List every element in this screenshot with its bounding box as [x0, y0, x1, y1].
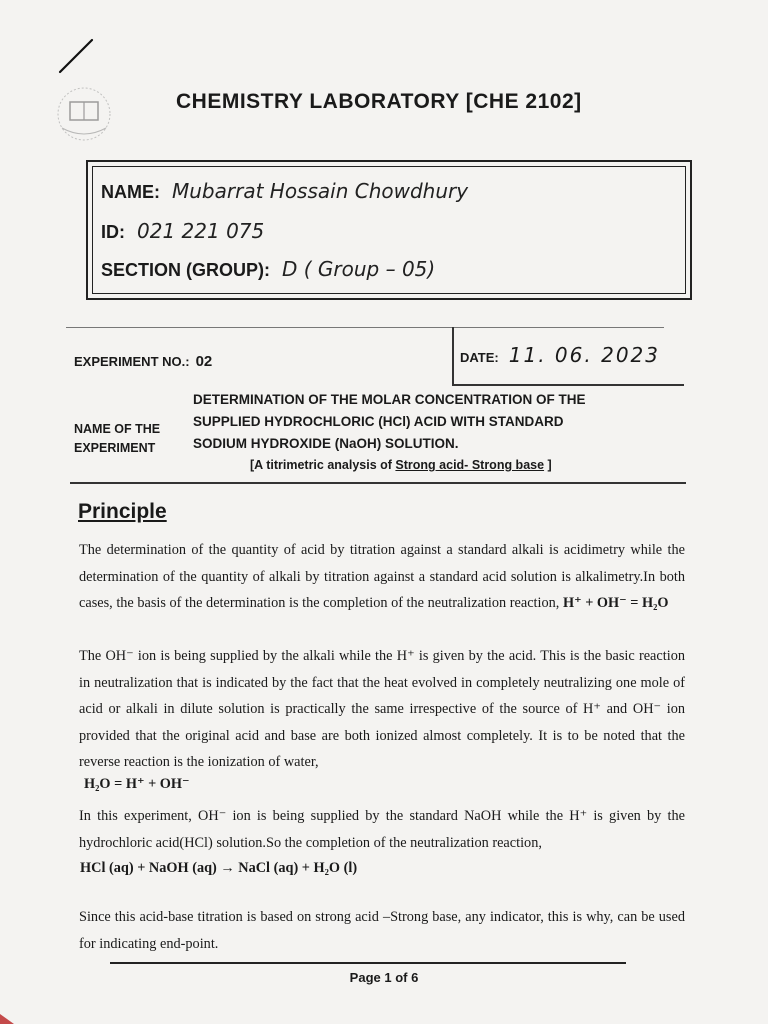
id-row — [101, 219, 264, 243]
section-label: SECTION (GROUP): — [101, 260, 270, 280]
id-value: 021 221 075 — [137, 219, 265, 243]
name-label: NAME: — [101, 182, 160, 202]
name-row — [101, 179, 468, 203]
experiment-name-label-line2: EXPERIMENT — [74, 441, 156, 455]
section-row — [101, 257, 435, 281]
experiment-subtitle-suffix: ] — [544, 458, 552, 472]
experiment-name-label-line1: NAME OF THE — [74, 422, 161, 436]
date-field — [460, 343, 660, 367]
principle-paragraph-1 — [79, 537, 685, 617]
name-value: Mubarrat Hossain Chowdhury — [172, 179, 469, 203]
experiment-number — [74, 353, 212, 370]
date-label: DATE: — [460, 350, 499, 365]
principle-equation-neutralization: H⁺ + OH⁻ = H₂O — [562, 595, 669, 611]
divider-top — [66, 327, 664, 328]
page-title: CHEMISTRY LABORATORY [CHE 2102] — [176, 90, 582, 113]
experiment-name — [193, 389, 683, 455]
experiment-name-line3: SODIUM HYDROXIDE (NaOH) SOLUTION. — [193, 436, 459, 451]
student-info-box — [86, 160, 692, 300]
divider-date-bottom — [452, 384, 684, 386]
footer-divider — [110, 962, 626, 964]
page-corner-mark — [0, 1008, 18, 1024]
experiment-number-label: EXPERIMENT NO.: — [74, 354, 190, 369]
principle-paragraph-1-text: The determination of the quantity of acid by titration against a standard alkali is acidimetry while the determination of the quantity of alkali by titration against a standard acid solution is alkalimetry.In both cases, the basis of the determination is the completion of the neutralization reaction, — [79, 542, 685, 611]
experiment-subtitle-prefix: [A titrimetric analysis of — [250, 458, 396, 472]
id-label: ID: — [101, 222, 125, 242]
experiment-name-label — [74, 420, 160, 458]
principle-equation-ionization: H₂O = H⁺ + OH⁻ — [84, 776, 190, 792]
divider-vertical — [452, 327, 454, 384]
experiment-name-line2: SUPPLIED HYDROCHLORIC (HCl) ACID WITH STANDARD — [193, 414, 564, 429]
experiment-subtitle — [250, 458, 552, 472]
pen-check-mark — [58, 36, 98, 76]
experiment-number-value: 02 — [195, 353, 213, 370]
university-logo-icon — [48, 84, 120, 144]
principle-heading: Principle — [78, 500, 167, 523]
experiment-subtitle-underlined: Strong acid- Strong base — [395, 458, 545, 472]
principle-equation-reaction: HCl (aq) + NaOH (aq) → NaCl (aq) + H₂O (l) — [80, 860, 358, 876]
student-info-inner-border — [92, 166, 686, 294]
divider-middle — [70, 482, 686, 484]
principle-paragraph-4: Since this acid-base titration is based on strong acid –Strong base, any indicator, this is why, can be used for indicating end-point. — [79, 909, 685, 952]
principle-paragraph-2: The OH⁻ ion is being supplied by the alkali while the H⁺ is given by the acid. This is the basic reaction in neutralization that is indicated by the fact that the heat evolved in completely neutralizing one mole of acid or alkali in dilute solution is practically the same irrespective of the source of H⁺ and OH⁻ ion provided that the original acid and base are both ionized almost completely. It is to be noted that the reverse reaction is the ionization of water, — [79, 648, 685, 770]
principle-paragraph-3: In this experiment, OH⁻ ion is being supplied by the standard NaOH while the H⁺ is given by the hydrochloric acid(HCl) solution.So the completion of the neutralization reaction, — [79, 808, 685, 851]
experiment-name-line1: DETERMINATION OF THE MOLAR CONCENTRATION OF THE — [193, 392, 586, 407]
page-number: Page 1 of 6 — [349, 970, 419, 985]
section-value: D ( Group – 05) — [282, 257, 436, 281]
date-value: 11. 06. 2023 — [508, 343, 660, 367]
